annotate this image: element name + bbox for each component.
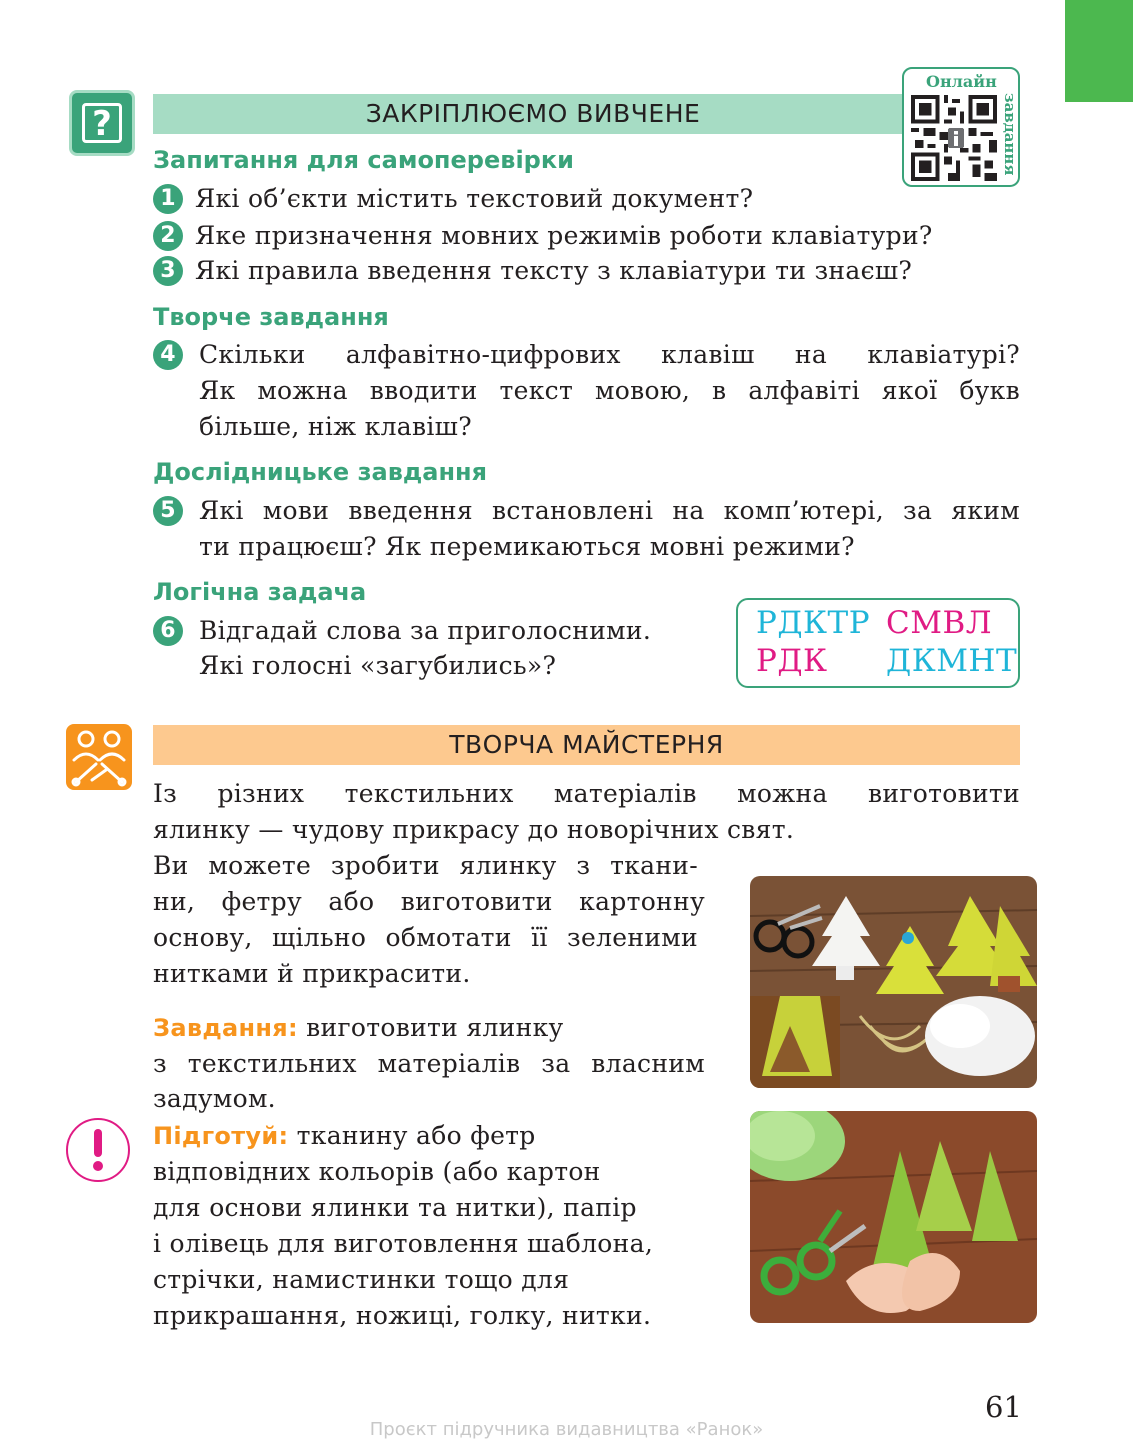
exclamation-icon bbox=[66, 1118, 130, 1182]
question-1 bbox=[153, 181, 753, 217]
qr-label-top: Онлайн bbox=[926, 72, 997, 91]
question-text: Які об’єкти містить текстовий документ? bbox=[195, 184, 754, 213]
page-number: 61 bbox=[985, 1390, 1022, 1424]
puzzle-words-box bbox=[736, 598, 1020, 688]
task-line-1 bbox=[153, 1010, 564, 1046]
intro-line-2: ялинку — чудову прикрасу до новорічних свят. bbox=[153, 815, 795, 844]
puzzle-word: СМВЛ bbox=[886, 605, 993, 641]
logic-heading: Логічна задача bbox=[153, 578, 367, 606]
question-5-line-2: ти працюєш? Як перемикаються мовні режими? bbox=[199, 532, 855, 561]
question-2 bbox=[153, 218, 933, 254]
prepare-line-3: для основи ялинки та нитки), папір bbox=[153, 1193, 637, 1222]
felt-trees-photo bbox=[750, 876, 1037, 1088]
task-line-3: задумом. bbox=[153, 1084, 276, 1113]
qr-label-side: завдання bbox=[1001, 93, 1019, 176]
question-3 bbox=[153, 253, 912, 289]
prepare-line-6: прикрашання, ножиці, голку, нитки. bbox=[153, 1301, 652, 1330]
question-4-line-1: Скільки алфавітно-цифрових клавіш на клавіатурі? bbox=[199, 340, 1020, 369]
qr-code-icon bbox=[911, 95, 997, 181]
question-4-line-2: Як можна вводити текст мовою, в алфавіті якої букв bbox=[199, 376, 1020, 405]
self-check-heading: Запитання для самоперевірки bbox=[153, 146, 574, 174]
corner-tab bbox=[1065, 0, 1133, 102]
question-4 bbox=[153, 337, 195, 373]
review-banner: ЗАКРІПЛЮЄМО ВИВЧЕНЕ bbox=[153, 94, 913, 134]
number-badge: 1 bbox=[153, 184, 183, 214]
prepare-line-5: стрічки, намистинки тощо для bbox=[153, 1265, 570, 1294]
question-6-line-2: Які голосні «загубились»? bbox=[199, 651, 557, 680]
prepare-line-4: і олівець для виготовлення шаблона, bbox=[153, 1229, 654, 1258]
question-6-line-1: Відгадай слова за приголосними. bbox=[199, 616, 652, 645]
creative-heading: Творче завдання bbox=[153, 303, 389, 331]
craft-people-icon bbox=[66, 724, 132, 790]
question-5-line-1: Які мови введення встановлені на комп’ютері, за яким bbox=[199, 496, 1020, 525]
question-icon: ? bbox=[69, 90, 135, 156]
intro-line-1: Із різних текстильних матеріалів можна виготовити bbox=[153, 779, 1020, 808]
prepare-label: Підготуй: bbox=[153, 1122, 289, 1150]
description-line-4: нитками й прикрасити. bbox=[153, 959, 471, 988]
number-badge: 3 bbox=[153, 256, 183, 286]
number-badge: 4 bbox=[153, 340, 183, 370]
workshop-banner: ТВОРЧА МАЙСТЕРНЯ bbox=[153, 725, 1020, 765]
task-text: виготовити ялинку bbox=[306, 1013, 564, 1042]
puzzle-word: РДКТР bbox=[756, 605, 871, 641]
prepare-text: тканину або фетр bbox=[296, 1121, 536, 1150]
description-line-2: ни, фетру або виготовити картонну bbox=[153, 887, 705, 916]
question-text: Які правила введення тексту з клавіатури ти знаєш? bbox=[195, 256, 913, 285]
description-line-1: Ви можете зробити ялинку з ткани- bbox=[153, 851, 698, 880]
question-text: Яке призначення мовних режимів роботи клавіатури? bbox=[195, 221, 933, 250]
description-line-3: основу, щільно обмотати її зеленими bbox=[153, 923, 698, 952]
puzzle-word: ДКМНТ bbox=[886, 643, 1018, 679]
number-badge: 5 bbox=[153, 496, 183, 526]
footer-note: Проєкт підручника видавництва «Ранок» bbox=[369, 1419, 764, 1440]
number-badge: 2 bbox=[153, 221, 183, 251]
task-label: Завдання: bbox=[153, 1014, 298, 1042]
puzzle-word: РДК bbox=[756, 643, 828, 679]
yarn-trees-photo bbox=[750, 1111, 1037, 1323]
prepare-line-1 bbox=[153, 1118, 536, 1154]
question-6 bbox=[153, 613, 195, 649]
qr-online-tasks[interactable] bbox=[902, 67, 1020, 187]
question-5 bbox=[153, 493, 195, 529]
prepare-line-2: відповідних кольорів (або картон bbox=[153, 1157, 601, 1186]
question-4-line-3: більше, ніж клавіш? bbox=[199, 412, 472, 441]
research-heading: Дослідницьке завдання bbox=[153, 458, 488, 486]
task-line-2: з текстильних матеріалів за власним bbox=[153, 1049, 705, 1078]
number-badge: 6 bbox=[153, 616, 183, 646]
